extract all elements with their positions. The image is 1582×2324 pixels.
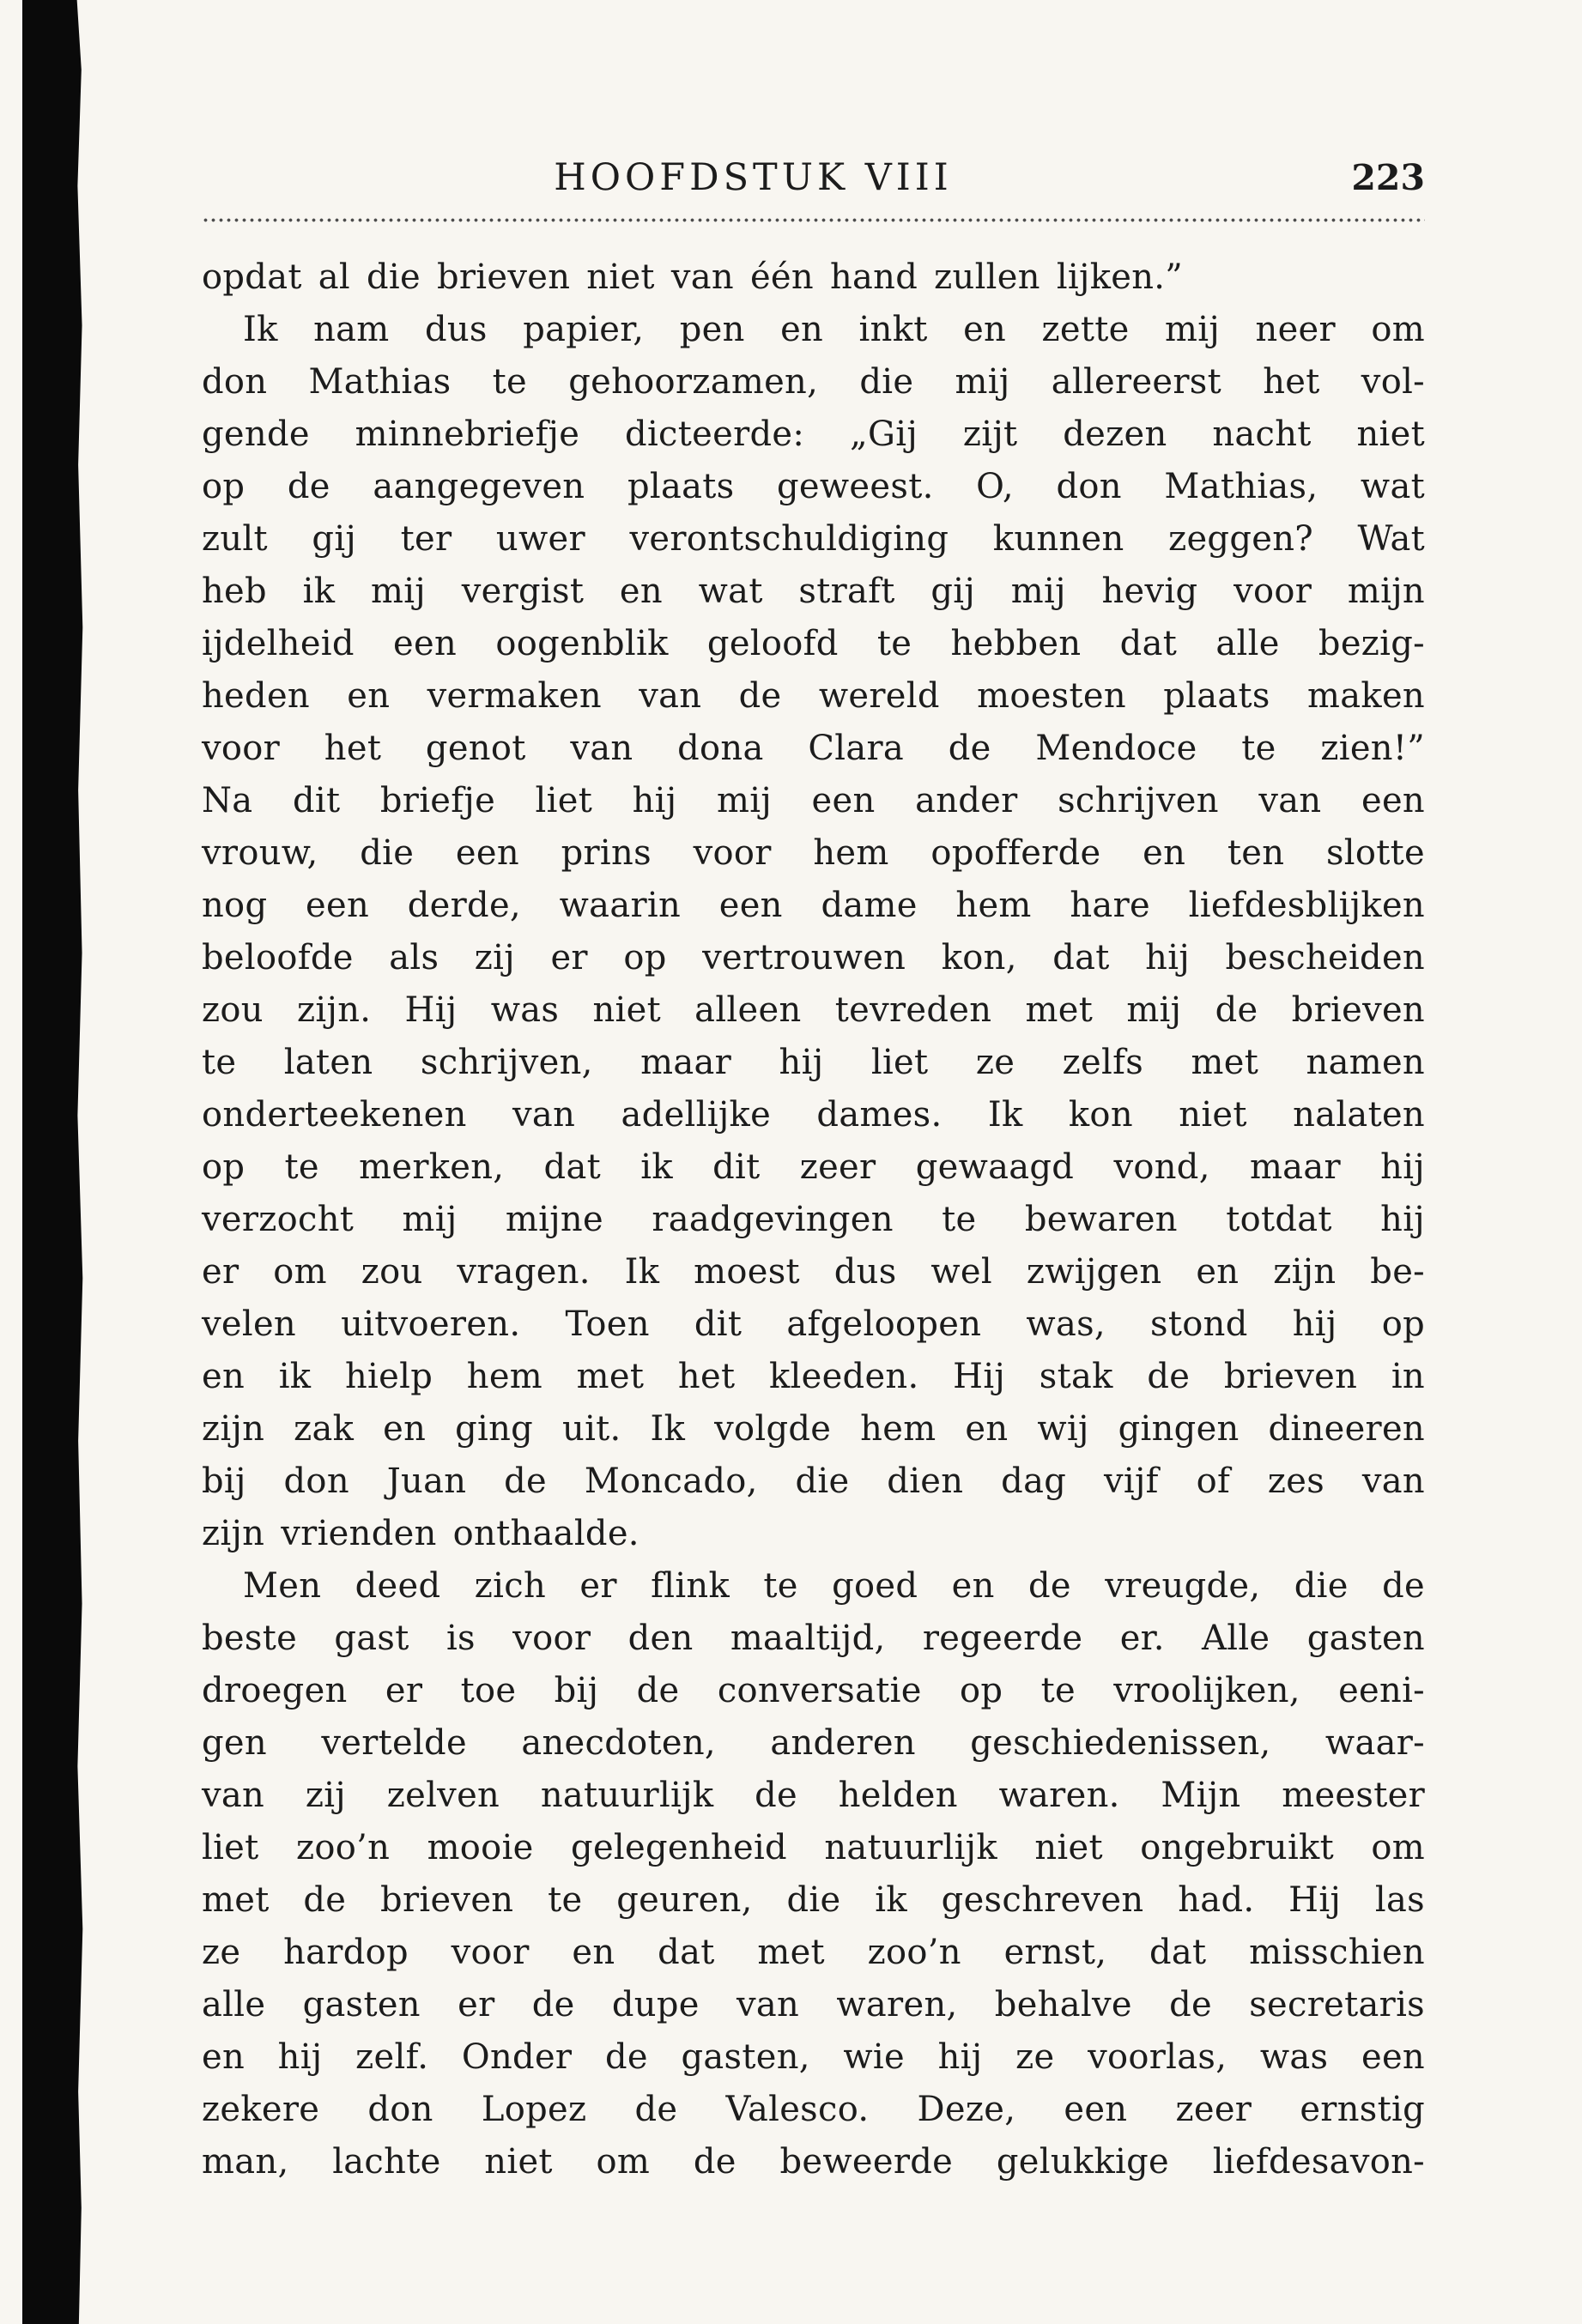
dotted-rule	[202, 218, 1425, 222]
text-line: heden en vermaken van de wereld moesten plaats maken	[202, 676, 1425, 716]
text-line: Na dit briefje liet hij mij een ander schrijven van een	[202, 781, 1425, 820]
text-line: zijn vrienden onthaalde.	[202, 1514, 639, 1553]
text-line: zou zijn. Hij was niet alleen tevreden met mij de brieven	[202, 990, 1425, 1030]
text-line: te laten schrijven, maar hij liet ze zelfs met namen	[202, 1043, 1425, 1082]
chapter-title: HOOFDSTUK VIII	[554, 156, 953, 199]
text-line: er om zou vragen. Ik moest dus wel zwijgen en zijn be-	[202, 1252, 1425, 1292]
text-line: zult gij ter uwer verontschuldiging kunnen zeggen? Wat	[202, 519, 1425, 559]
text-line: verzocht mij mijne raadgevingen te bewaren totdat hij	[202, 1200, 1425, 1239]
text-line: onderteekenen van adellijke dames. Ik kon niet nalaten	[202, 1095, 1425, 1135]
text-line: en hij zelf. Onder de gasten, wie hij ze voorlas, was een	[202, 2037, 1425, 2077]
text-line: van zij zelven natuurlijk de helden waren. Mijn meester	[202, 1776, 1425, 1815]
text-line: Men deed zich er flink te goed en de vreugde, die de	[243, 1566, 1425, 1606]
text-line: ze hardop voor en dat met zoo’n ernst, dat misschien	[202, 1933, 1425, 1972]
text-line: gen vertelde anecdoten, anderen geschiedenissen, waar-	[202, 1723, 1425, 1763]
text-line: man, lachte niet om de beweerde gelukkige liefdesavon-	[202, 2142, 1425, 2182]
text-line: voor het genot van dona Clara de Mendoce te zien!”	[202, 729, 1425, 768]
text-line: op te merken, dat ik dit zeer gewaagd vond, maar hij	[202, 1147, 1425, 1187]
text-line: ijdelheid een oogenblik geloofd te hebben dat alle bezig-	[202, 624, 1425, 663]
text-line: zekere don Lopez de Valesco. Deze, een zeer ernstig	[202, 2090, 1425, 2129]
page-number: 223	[1351, 157, 1425, 198]
text-line: beloofde als zij er op vertrouwen kon, dat hij bescheiden	[202, 938, 1425, 977]
text-line: droegen er toe bij de conversatie op te vroolijken, eeni-	[202, 1671, 1425, 1710]
text-line: opdat al die brieven niet van één hand zullen lijken.”	[202, 257, 1184, 297]
text-line: vrouw, die een prins voor hem opofferde en ten slotte	[202, 833, 1425, 873]
text-line: nog een derde, waarin een dame hem hare liefdesblijken	[202, 886, 1425, 925]
binding-shadow	[22, 0, 86, 2324]
text-line: velen uitvoeren. Toen dit afgeloopen was, stond hij op	[202, 1304, 1425, 1344]
text-line: met de brieven te geuren, die ik geschreven had. Hij las	[202, 1880, 1425, 1920]
text-line: Ik nam dus papier, pen en inkt en zette mij neer om	[243, 310, 1425, 349]
page-content	[202, 153, 1425, 2188]
page-header	[202, 153, 1425, 203]
text-line: heb ik mij vergist en wat straft gij mij hevig voor mijn	[202, 572, 1425, 611]
body-text	[202, 251, 1425, 2188]
text-line: don Mathias te gehoorzamen, die mij allereerst het vol-	[202, 362, 1425, 402]
text-line: gende minnebriefje dicteerde: „Gij zijt dezen nacht niet	[202, 415, 1425, 454]
text-line: op de aangegeven plaats geweest. O, don Mathias, wat	[202, 467, 1425, 506]
text-line: liet zoo’n mooie gelegenheid natuurlijk niet ongebruikt om	[202, 1828, 1425, 1867]
text-line: alle gasten er de dupe van waren, behalve de secretaris	[202, 1985, 1425, 2024]
text-line: beste gast is voor den maaltijd, regeerde er. Alle gasten	[202, 1619, 1425, 1658]
text-line: zijn zak en ging uit. Ik volgde hem en wij gingen dineeren	[202, 1409, 1425, 1449]
text-line: en ik hielp hem met het kleeden. Hij stak de brieven in	[202, 1357, 1425, 1396]
text-line: bij don Juan de Moncado, die dien dag vijf of zes van	[202, 1462, 1425, 1501]
